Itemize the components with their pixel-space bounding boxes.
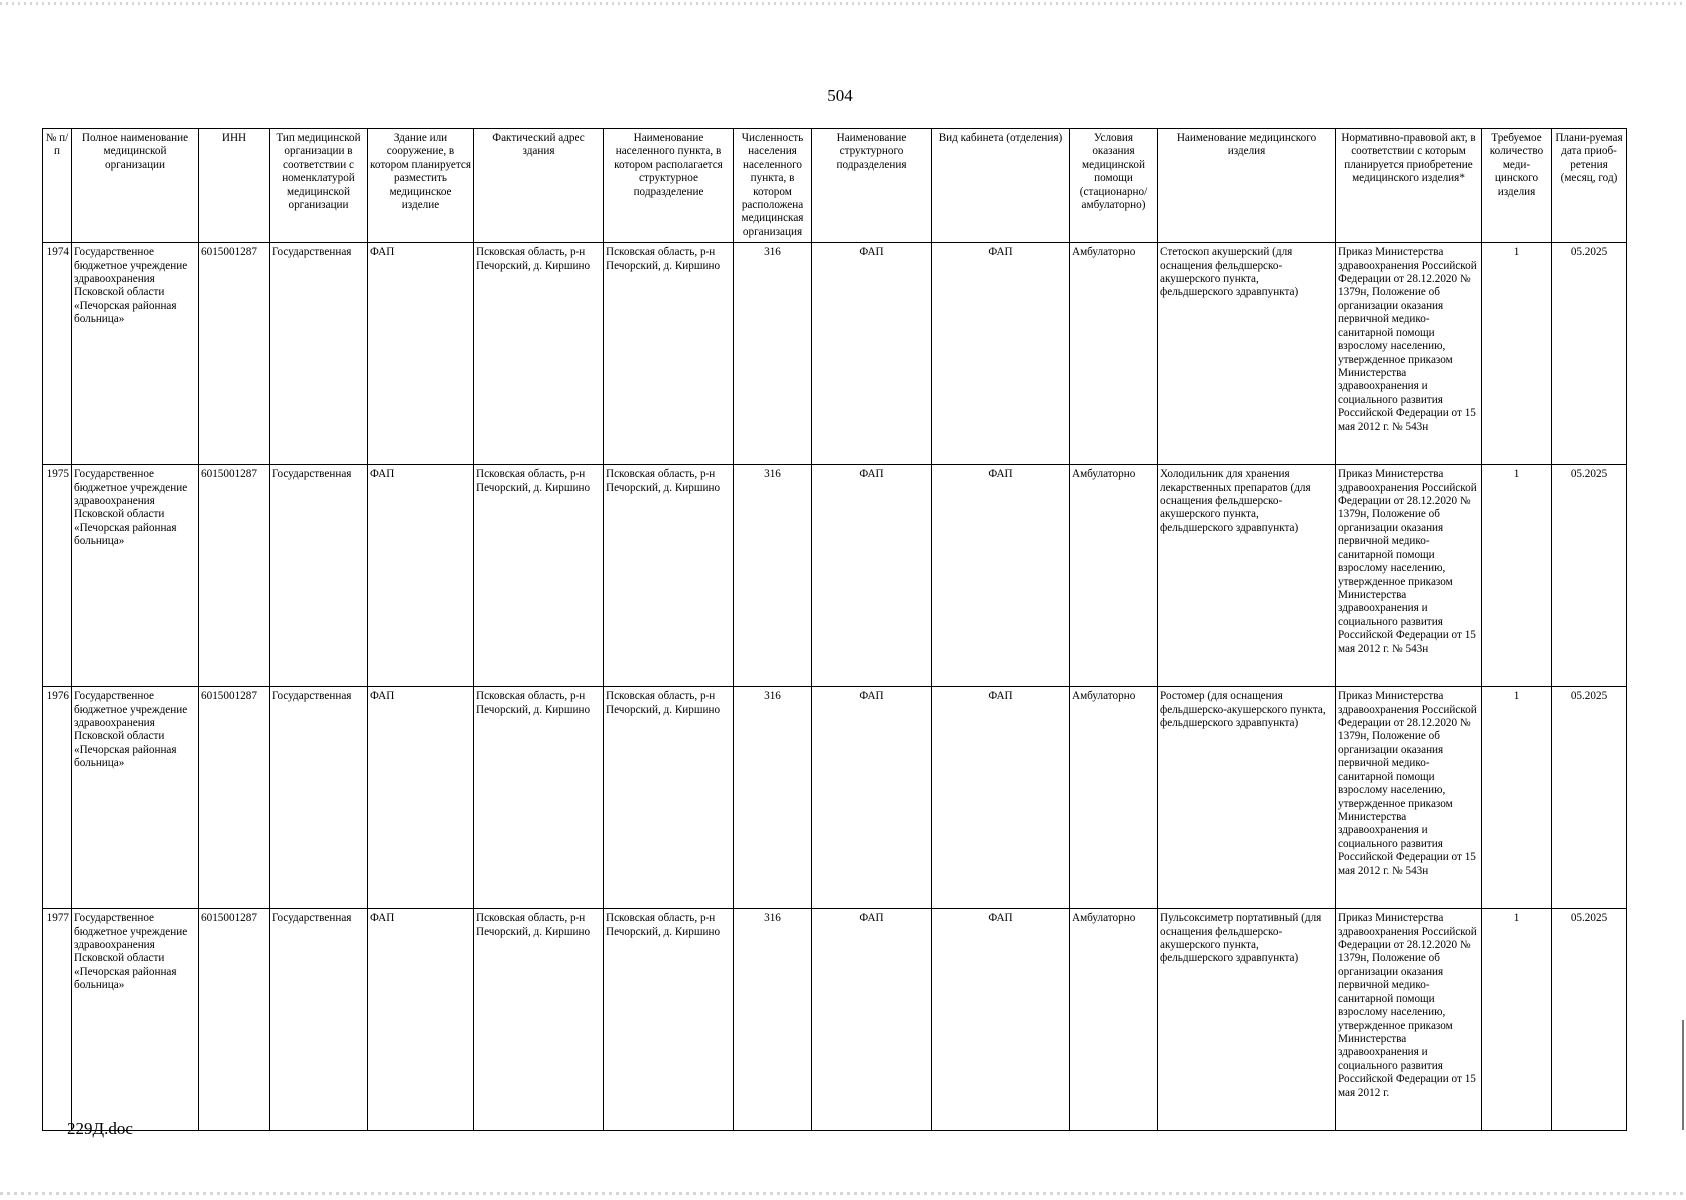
cell-date: 05.2025 bbox=[1552, 243, 1627, 465]
cell-num: 1975 bbox=[43, 465, 72, 687]
page-number: 504 bbox=[827, 86, 853, 105]
cell-org: Государственное бюджетное учреждение здравоохранения Псковской области «Печорская районная больница» bbox=[72, 465, 199, 687]
cell-org: Государственное бюджетное учреждение здравоохранения Псковской области «Печорская районная больница» bbox=[72, 909, 199, 1131]
cell-settlement: Псковская область, р-н Печорский, д. Киршино bbox=[604, 465, 734, 687]
header-population: Численность населения населенного пункта, в котором расположена медицинская организация bbox=[734, 129, 812, 243]
cell-building: ФАП bbox=[368, 465, 474, 687]
cell-unit: ФАП bbox=[812, 243, 932, 465]
footer-filename: 229Д.doc bbox=[67, 1119, 133, 1138]
header-org: Полное наименование медицинской организации bbox=[72, 129, 199, 243]
cell-unit: ФАП bbox=[812, 687, 932, 909]
cell-settlement: Псковская область, р-н Печорский, д. Киршино bbox=[604, 243, 734, 465]
header-inn: ИНН bbox=[199, 129, 270, 243]
cell-cabinet: ФАП bbox=[932, 687, 1070, 909]
cell-conditions: Амбулаторно bbox=[1070, 687, 1158, 909]
cell-address: Псковская область, р-н Печорский, д. Киршино bbox=[474, 909, 604, 1131]
cell-inn: 6015001287 bbox=[199, 909, 270, 1131]
cell-device: Пульсоксиметр портативный (для оснащения фельдшерско-акушерского пункта, фельдшерского здравпункта) bbox=[1158, 909, 1336, 1131]
header-num: № п/п bbox=[43, 129, 72, 243]
scan-edge-bottom bbox=[0, 1192, 1686, 1195]
cell-type: Государственная bbox=[270, 909, 368, 1131]
cell-building: ФАП bbox=[368, 909, 474, 1131]
cell-qty: 1 bbox=[1482, 687, 1552, 909]
cell-population: 316 bbox=[734, 687, 812, 909]
cell-address: Псковская область, р-н Печорский, д. Киршино bbox=[474, 687, 604, 909]
header-qty: Требуемое количество меди-цинского изделия bbox=[1482, 129, 1552, 243]
cell-act: Приказ Министерства здравоохранения Российской Федерации от 28.12.2020 № 1379н, Положение об организации оказания первичной медико-санитарной помощи взрослому населению, утвержденное приказом Министерства здравоохранения и социального развития Российской Федерации от 15 мая 2012 г. № 543н bbox=[1336, 687, 1482, 909]
cell-cabinet: ФАП bbox=[932, 243, 1070, 465]
cell-device: Стетоскоп акушерский (для оснащения фельдшерско-акушерского пункта, фельдшерского здравпункта) bbox=[1158, 243, 1336, 465]
cell-device: Ростомер (для оснащения фельдшерско-акушерского пункта, фельдшерского здравпункта) bbox=[1158, 687, 1336, 909]
cell-population: 316 bbox=[734, 909, 812, 1131]
cell-qty: 1 bbox=[1482, 243, 1552, 465]
header-date: Плани-руемая дата приоб-ретения (месяц, год) bbox=[1552, 129, 1627, 243]
cell-org: Государственное бюджетное учреждение здравоохранения Псковской области «Печорская районная больница» bbox=[72, 687, 199, 909]
cell-org: Государственное бюджетное учреждение здравоохранения Псковской области «Печорская районная больница» bbox=[72, 243, 199, 465]
cell-conditions: Амбулаторно bbox=[1070, 909, 1158, 1131]
table-row bbox=[43, 243, 1627, 465]
header-device: Наименование медицинского изделия bbox=[1158, 129, 1336, 243]
header-address: Фактический адрес здания bbox=[474, 129, 604, 243]
cell-inn: 6015001287 bbox=[199, 243, 270, 465]
cell-date: 05.2025 bbox=[1552, 909, 1627, 1131]
cell-num: 1977 bbox=[43, 909, 72, 1131]
cell-act: Приказ Министерства здравоохранения Российской Федерации от 28.12.2020 № 1379н, Положение об организации оказания первичной медико-санитарной помощи взрослому населению, утвержденное приказом Министерства здравоохранения и социального развития Российской Федерации от 15 мая 2012 г. № 543н bbox=[1336, 465, 1482, 687]
cell-type: Государственная bbox=[270, 687, 368, 909]
cell-address: Псковская область, р-н Печорский, д. Киршино bbox=[474, 243, 604, 465]
cell-num: 1976 bbox=[43, 687, 72, 909]
cell-type: Государственная bbox=[270, 465, 368, 687]
scan-edge-mark bbox=[1682, 1020, 1684, 1130]
cell-cabinet: ФАП bbox=[932, 909, 1070, 1131]
header-conditions: Условия оказания медицинской помощи (стационарно/ амбулаторно) bbox=[1070, 129, 1158, 243]
cell-settlement: Псковская область, р-н Печорский, д. Киршино bbox=[604, 909, 734, 1131]
cell-qty: 1 bbox=[1482, 909, 1552, 1131]
cell-type: Государственная bbox=[270, 243, 368, 465]
cell-conditions: Амбулаторно bbox=[1070, 465, 1158, 687]
cell-population: 316 bbox=[734, 243, 812, 465]
cell-act: Приказ Министерства здравоохранения Российской Федерации от 28.12.2020 № 1379н, Положение об организации оказания первичной медико-санитарной помощи взрослому населению, утвержденное приказом Министерства здравоохранения и социального развития Российской Федерации от 15 мая 2012 г. № 543н bbox=[1336, 243, 1482, 465]
cell-unit: ФАП bbox=[812, 909, 932, 1131]
table-row bbox=[43, 687, 1627, 909]
equipment-table bbox=[42, 128, 1627, 1131]
cell-address: Псковская область, р-н Печорский, д. Киршино bbox=[474, 465, 604, 687]
cell-num: 1974 bbox=[43, 243, 72, 465]
cell-settlement: Псковская область, р-н Печорский, д. Киршино bbox=[604, 687, 734, 909]
cell-building: ФАП bbox=[368, 687, 474, 909]
header-act: Нормативно-правовой акт, в соответствии с которым планируется приобретение медицинского изделия* bbox=[1336, 129, 1482, 243]
header-building: Здание или сооружение, в котором планируется разместить медицинское изделие bbox=[368, 129, 474, 243]
cell-conditions: Амбулаторно bbox=[1070, 243, 1158, 465]
header-type: Тип медицинской организации в соответствии с номенклатурой медицинской организации bbox=[270, 129, 368, 243]
cell-inn: 6015001287 bbox=[199, 687, 270, 909]
header-cabinet: Вид кабинета (отделения) bbox=[932, 129, 1070, 243]
cell-population: 316 bbox=[734, 465, 812, 687]
cell-act: Приказ Министерства здравоохранения Российской Федерации от 28.12.2020 № 1379н, Положение об организации оказания первичной медико-санитарной помощи взрослому населению, утвержденное приказом Министерства здравоохранения и социального развития Российской Федерации от 15 мая 2012 г. bbox=[1336, 909, 1482, 1131]
cell-date: 05.2025 bbox=[1552, 687, 1627, 909]
scan-edge-top bbox=[0, 2, 1686, 5]
cell-device: Холодильник для хранения лекарственных препаратов (для оснащения фельдшерско-акушерского пункта, фельдшерского здравпункта) bbox=[1158, 465, 1336, 687]
cell-inn: 6015001287 bbox=[199, 465, 270, 687]
table-header-row bbox=[43, 129, 1627, 243]
cell-qty: 1 bbox=[1482, 465, 1552, 687]
table-row bbox=[43, 465, 1627, 687]
table-row bbox=[43, 909, 1627, 1131]
cell-cabinet: ФАП bbox=[932, 465, 1070, 687]
header-unit: Наименование структурного подразделения bbox=[812, 129, 932, 243]
cell-date: 05.2025 bbox=[1552, 465, 1627, 687]
cell-unit: ФАП bbox=[812, 465, 932, 687]
header-settlement: Наименование населенного пункта, в котором располагается структурное подразделение bbox=[604, 129, 734, 243]
cell-building: ФАП bbox=[368, 243, 474, 465]
